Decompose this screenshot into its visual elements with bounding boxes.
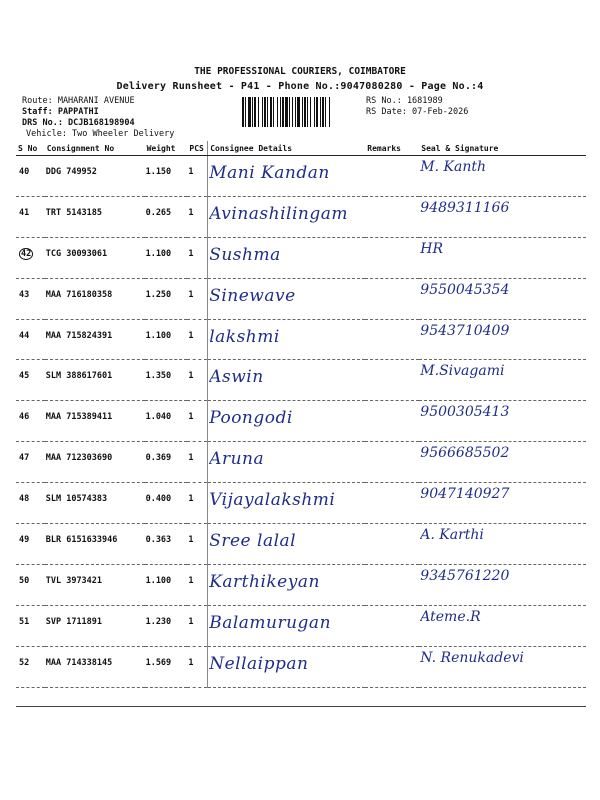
- pieces-count: 1: [188, 167, 194, 177]
- consignee-handwriting-cell: [208, 524, 366, 565]
- weight-value-cell: [145, 483, 188, 524]
- consignment-number-cell: [45, 401, 145, 442]
- signature-handwriting-cell: [419, 360, 586, 401]
- weight-value-cell: [145, 319, 188, 360]
- signature-handwriting: HR: [420, 240, 444, 257]
- weight-value-cell: [145, 564, 188, 605]
- serial-number: 47: [19, 453, 30, 464]
- pieces-count: 1: [188, 657, 194, 668]
- weight-value-cell: [145, 360, 188, 401]
- consignment-number-cell: [45, 156, 145, 197]
- pieces-count-cell: [187, 360, 207, 401]
- weight-value-cell: [145, 401, 188, 442]
- signature-handwriting-cell: [419, 278, 586, 319]
- consignment-number: SLM 10574383: [45, 494, 108, 505]
- weight-value-cell: [145, 524, 188, 565]
- remarks-cell-cell: [365, 605, 419, 646]
- consignee-handwriting-cell: [208, 360, 366, 401]
- signature-handwriting: M.Sivagami: [420, 363, 505, 380]
- consignment-number-cell: [45, 605, 145, 646]
- remarks-cell-cell: [365, 564, 419, 605]
- weight-value-cell: [145, 156, 188, 197]
- serial-number-cell: [16, 401, 45, 442]
- serial-number-cell: [16, 483, 45, 524]
- signature-handwriting-cell: [419, 237, 586, 278]
- pieces-count: 1: [188, 535, 194, 546]
- serial-number-cell: [16, 564, 45, 605]
- consignment-number-cell: [45, 564, 145, 605]
- col-seal-signature: Seal & Signature: [419, 141, 586, 156]
- consignee-handwriting-cell: [208, 278, 366, 319]
- weight-value: 1.150: [145, 167, 172, 177]
- pieces-count-cell: [187, 524, 207, 565]
- weight-value: 0.363: [145, 535, 172, 546]
- table-row: [16, 605, 586, 646]
- table-row: [16, 360, 586, 401]
- consignee-handwriting-cell: [208, 401, 366, 442]
- pieces-count: 1: [188, 453, 194, 464]
- consignee-handwriting-cell: [208, 196, 366, 237]
- serial-number-cell: [16, 442, 45, 483]
- drs-number: DRS No.: DCJB168198904: [22, 118, 135, 128]
- consignee-handwriting: Avinashilingam: [209, 203, 348, 224]
- consignment-number: SLM 388617601: [45, 371, 113, 382]
- consignee-handwriting-cell: [208, 319, 366, 360]
- weight-value: 0.369: [145, 453, 172, 464]
- table-row: [16, 483, 586, 524]
- serial-number-cell: [16, 319, 45, 360]
- consignee-handwriting: Nellaippan: [209, 653, 309, 674]
- pieces-count-cell: [187, 442, 207, 483]
- table-row: [16, 156, 586, 197]
- weight-value: 0.400: [145, 494, 172, 505]
- signature-handwriting-cell: [419, 156, 586, 197]
- remarks-cell-cell: [365, 524, 419, 565]
- table-row: [16, 319, 586, 360]
- serial-number: 44: [19, 330, 30, 341]
- weight-value: 1.100: [145, 330, 172, 341]
- pieces-count-cell: [187, 156, 207, 197]
- staff-label: Staff: PAPPATHI: [22, 107, 99, 117]
- serial-number-cell: [16, 524, 45, 565]
- pieces-count-cell: [187, 319, 207, 360]
- consignee-handwriting-cell: [208, 483, 366, 524]
- weight-value: 1.230: [145, 616, 172, 627]
- col-consignment: Consignment No: [45, 141, 145, 156]
- signature-handwriting: 9543710409: [420, 322, 510, 339]
- consignment-number: MAA 716180358: [45, 289, 113, 300]
- signature-handwriting-cell: [419, 442, 586, 483]
- pieces-count-cell: [187, 401, 207, 442]
- consignee-handwriting: Aswin: [209, 367, 264, 388]
- col-remarks: Remarks: [365, 141, 419, 156]
- route-label: Route: MAHARANI AVENUE: [22, 96, 135, 106]
- consignment-number: MAA 715389411: [45, 412, 113, 423]
- consignment-number-cell: [45, 483, 145, 524]
- weight-value-cell: [145, 646, 188, 687]
- consignment-number: TVL 3973421: [45, 575, 103, 586]
- weight-value: 1.569: [145, 657, 172, 668]
- serial-number: 49: [19, 535, 30, 546]
- consignee-handwriting-cell: [208, 646, 366, 687]
- consignee-handwriting: Karthikeyan: [209, 571, 320, 592]
- signature-handwriting: 9047140927: [420, 486, 510, 503]
- weight-value: 0.265: [145, 207, 172, 218]
- weight-value: 1.040: [145, 412, 172, 423]
- consignee-handwriting-cell: [208, 442, 366, 483]
- barcode: [242, 97, 360, 127]
- serial-number: 41: [19, 207, 30, 218]
- runsheet-title: Delivery Runsheet - P41 - Phone No.:9047080280 - Page No.:4: [116, 81, 484, 92]
- serial-number: 45: [19, 371, 30, 382]
- pieces-count: 1: [188, 412, 194, 423]
- weight-value: 1.350: [145, 371, 172, 382]
- col-sno: S No: [16, 141, 45, 156]
- consignment-number: MAA 714338145: [45, 657, 113, 668]
- serial-number: 48: [19, 494, 30, 505]
- remarks-cell-cell: [365, 156, 419, 197]
- consignment-number: TRT 5143185: [45, 207, 103, 218]
- vehicle-label: Vehicle: Two Wheeler Delivery: [26, 129, 175, 139]
- consignment-number-cell: [45, 278, 145, 319]
- serial-number: 52: [19, 657, 30, 668]
- signature-handwriting-cell: [419, 196, 586, 237]
- consignment-number-cell: [45, 646, 145, 687]
- consignee-handwriting: Poongodi: [209, 408, 293, 429]
- serial-number-cell: [16, 646, 45, 687]
- signature-handwriting: N. Renukadevi: [420, 649, 524, 666]
- table-row: [16, 196, 586, 237]
- remarks-cell-cell: [365, 237, 419, 278]
- runsheet-table: [16, 141, 586, 688]
- pieces-count-cell: [187, 646, 207, 687]
- consignee-handwriting-cell: [208, 156, 366, 197]
- company-title: THE PROFESSIONAL COURIERS, COIMBATORE: [194, 66, 406, 77]
- serial-number: 50: [19, 575, 30, 586]
- signature-handwriting: 9550045354: [420, 281, 510, 298]
- remarks-cell-cell: [365, 646, 419, 687]
- consignee-handwriting: Vijayalakshmi: [209, 490, 336, 511]
- rs-number: RS No.: 1681989: [366, 96, 443, 106]
- remarks-cell-cell: [365, 360, 419, 401]
- serial-number-cell: [16, 605, 45, 646]
- signature-handwriting: A. Karthi: [420, 527, 484, 544]
- consignment-number: MAA 715824391: [45, 330, 113, 341]
- consignment-number: TCG 30093061: [45, 248, 108, 259]
- consignee-handwriting-cell: [208, 605, 366, 646]
- serial-number-cell: [16, 360, 45, 401]
- pieces-count-cell: [187, 237, 207, 278]
- remarks-cell-cell: [365, 442, 419, 483]
- consignee-handwriting-cell: [208, 237, 366, 278]
- consignee-handwriting: Aruna: [209, 449, 265, 470]
- weight-value: 1.100: [145, 575, 172, 586]
- pieces-count-cell: [187, 564, 207, 605]
- table-row: [16, 278, 586, 319]
- consignee-handwriting: Sree lalal: [209, 531, 297, 552]
- weight-value-cell: [145, 442, 188, 483]
- table-row: [16, 401, 586, 442]
- remarks-cell-cell: [365, 401, 419, 442]
- pieces-count: 1: [188, 289, 194, 300]
- table-header: [16, 141, 586, 156]
- consignment-number-cell: [45, 237, 145, 278]
- serial-number-cell: [16, 278, 45, 319]
- consignment-number-cell: [45, 360, 145, 401]
- pieces-count: 1: [188, 616, 194, 627]
- signature-handwriting-cell: [419, 319, 586, 360]
- consignee-handwriting: Balamurugan: [209, 612, 332, 633]
- pieces-count: 1: [188, 371, 194, 382]
- signature-handwriting-cell: [419, 646, 586, 687]
- table-row: [16, 646, 586, 687]
- signature-handwriting-cell: [419, 524, 586, 565]
- table-row: [16, 524, 586, 565]
- consignment-number-cell: [45, 319, 145, 360]
- signature-handwriting: 9566685502: [420, 445, 510, 462]
- weight-value-cell: [145, 237, 188, 278]
- pieces-count-cell: [187, 196, 207, 237]
- serial-number: 43: [19, 289, 30, 300]
- consignee-handwriting: lakshmi: [209, 326, 280, 347]
- consignee-handwriting: Sinewave: [209, 285, 296, 306]
- signature-handwriting: 9500305413: [420, 404, 510, 421]
- signature-handwriting-cell: [419, 401, 586, 442]
- col-weight: Weight: [145, 141, 188, 156]
- pieces-count: 1: [188, 207, 194, 218]
- footer-rule: [16, 706, 586, 707]
- signature-handwriting-cell: [419, 483, 586, 524]
- pieces-count-cell: [187, 278, 207, 319]
- consignment-number-cell: [45, 442, 145, 483]
- serial-number-cell: [16, 156, 45, 197]
- signature-handwriting: 9345761220: [420, 567, 510, 584]
- table-row: [16, 564, 586, 605]
- pieces-count-cell: [187, 605, 207, 646]
- remarks-cell-cell: [365, 319, 419, 360]
- remarks-cell-cell: [365, 196, 419, 237]
- pieces-count: 1: [188, 494, 194, 505]
- pieces-count: 1: [188, 575, 194, 586]
- serial-number: 51: [19, 616, 30, 627]
- signature-handwriting: M. Kanth: [420, 159, 486, 175]
- weight-value: 1.250: [145, 289, 172, 300]
- consignment-number: MAA 712303690: [45, 453, 113, 464]
- pieces-count-cell: [187, 483, 207, 524]
- signature-handwriting: 9489311166: [420, 199, 510, 216]
- signature-handwriting: Ateme.R: [420, 608, 481, 625]
- consignment-number: DDG 749952: [45, 167, 97, 177]
- serial-number: 40: [19, 167, 30, 177]
- weight-value-cell: [145, 605, 188, 646]
- remarks-cell-cell: [365, 278, 419, 319]
- rs-date: RS Date: 07-Feb-2026: [366, 107, 469, 117]
- col-consignee-details: Consignee Details: [208, 141, 366, 156]
- remarks-cell-cell: [365, 483, 419, 524]
- table-row: [16, 237, 586, 278]
- col-pcs: PCS: [187, 141, 207, 156]
- serial-number: 46: [19, 412, 30, 423]
- consignee-handwriting-cell: [208, 564, 366, 605]
- serial-number-cell: [16, 237, 45, 278]
- consignee-handwriting: Sushma: [209, 244, 281, 265]
- weight-value-cell: [145, 196, 188, 237]
- consignment-number: SVP 1711891: [45, 616, 103, 627]
- serial-number: 42: [21, 248, 32, 259]
- consignment-number: BLR 6151633946: [45, 535, 118, 546]
- weight-value: 1.100: [145, 248, 172, 259]
- table-row: [16, 442, 586, 483]
- barcode-bar: [330, 97, 332, 127]
- pieces-count: 1: [188, 330, 194, 341]
- weight-value-cell: [145, 278, 188, 319]
- serial-number-cell: [16, 196, 45, 237]
- consignment-number-cell: [45, 196, 145, 237]
- consignment-number-cell: [45, 524, 145, 565]
- consignee-handwriting: Mani Kandan: [209, 163, 330, 183]
- pieces-count: 1: [188, 248, 194, 259]
- signature-handwriting-cell: [419, 605, 586, 646]
- signature-handwriting-cell: [419, 564, 586, 605]
